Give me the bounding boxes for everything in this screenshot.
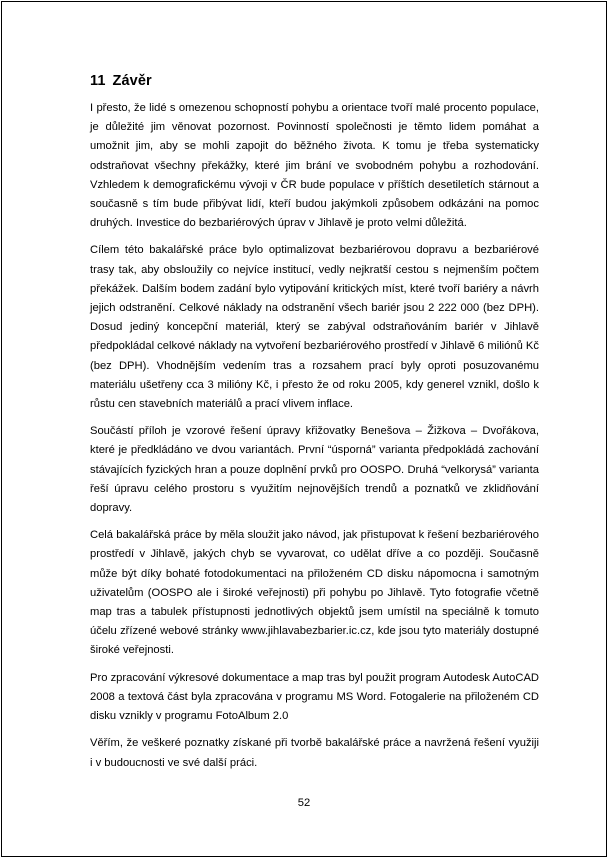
section-number: 11 <box>90 73 106 89</box>
paragraph-goals: Cílem této bakalářské práce bylo optimalizovat bezbariérovou dopravu a bezbariérové trasy tak, aby obsloužily co nejvíce institucí, vedly nejkratší cestou s nejmenším počtem překážek. Dalším bodem zadání bylo vytipování kritických míst, které tvoří bariéry a návrh jejich odstranění. Celkové náklady na odstranění všech bariér jsou 2 222 000 (bez DPH). Dosud jediný koncepční materiál, který se zabýval odstraňováním bariér v Jihlavě předpokládal celkové náklady na vytvoření bezbariérového prostředí v Jihlavě 6 miliónů Kč (bez DPH). Vhodnějším vedením tras a rozsahem prací byly oproti posuzovanému materiálu ušetřeny cca 3 milióny Kč, i přesto že od roku 2005, kdy generel vznikl, došlo k růstu cen stavebních materiálů a prací vlivem inflace. <box>90 244 539 411</box>
paragraph-usage: Celá bakalářská práce by měla sloužit jako návod, jak přistupovat k řešení bezbariérového prostředí v Jihlavě, jakých chyb se vyvarovat, co udělat dříve a co později. Současně může být díky bohaté fotodokumentaci na přiloženém CD disku nápomocna i samotným uživatelům (OOSPO ale i široké veřejnosti) při pohybu po Jihlavě. Tyto fotografie včetně map tras a tabulek přístupnosti jednotlivých objektů jsem umístil na speciálně k tomuto účelu zřízené webové stránky www.jihlavabezbarier.ic.cz, kde jsou tyto materiály dostupné široké veřejnosti. <box>90 529 539 657</box>
paragraph-software: Pro zpracování výkresové dokumentace a map tras byl použit program Autodesk AutoCAD 2008 a textová část byla zpracována v programu MS Word. Fotogalerie na přiloženém CD disku vznikly v programu FotoAlbum 2.0 <box>90 671 539 723</box>
document-page <box>1 1 607 857</box>
paragraph-closing: Věřím, že veškeré poznatky získané při tvorbě bakalářské práce a navržená řešení využiji i v budoucnosti ve své další práci. <box>90 737 539 769</box>
paragraph-attachments: Součástí příloh je vzorové řešení úpravy křižovatky Benešova – Žižkova – Dvořákova, které je předkládáno ve dvou variantách. První “úsporná” varianta předpokládá zachování stávajících fyzických hran a pouze doplnění prvků pro OOSPO. Druhá “velkorysá” varianta řeší úpravu celého prostoru s využitím nejnovějších trendů a poznatků ve zklidňování dopravy. <box>90 425 539 515</box>
section-heading <box>90 72 539 90</box>
page-content <box>90 72 539 781</box>
page-number: 52 <box>297 797 311 809</box>
section-title: Závěr <box>112 73 152 89</box>
paragraph-intro: I přesto, že lidé s omezenou schopností pohybu a orientace tvoří malé procento populace, je důležité jim věnovat pozornost. Povinností společnosti je těmto lidem pomáhat a umožnit jim, aby se mohli zapojit do běžného života. K tomu je třeba systematicky odstraňovat všechny překážky, které jim brání ve svobodném pohybu a rozhodování. Vzhledem k demografickému vývoji v ČR bude populace v příštích desetiletích stárnout a současně s tím bude přibývat lidí, kteří budou jakýmkoli způsobem odkázáni na pomoc druhých. Investice do bezbariérových úprav v Jihlavě je proto velmi důležitá. <box>90 102 539 230</box>
